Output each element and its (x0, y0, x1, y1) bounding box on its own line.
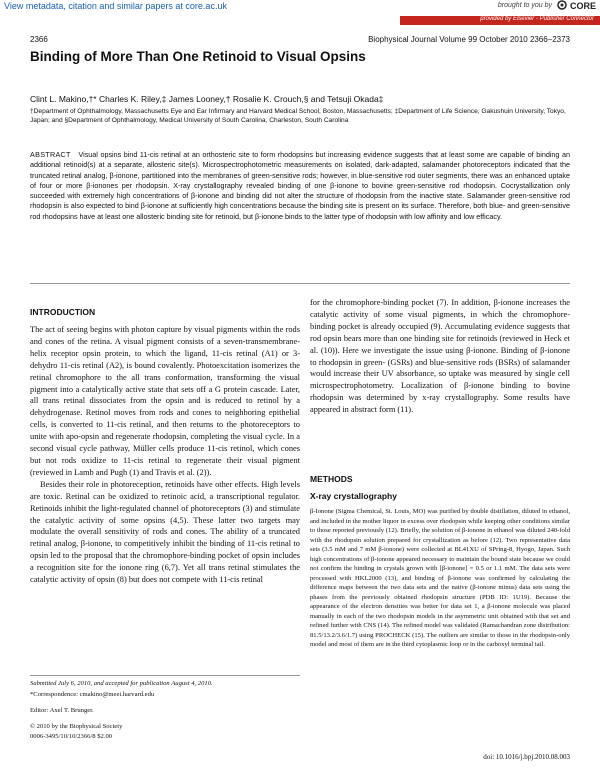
footnote-divider (30, 675, 300, 676)
methods-heading: METHODS (310, 474, 353, 484)
affiliations: †Department of Ophthalmology, Massachusetts Eye and Ear Infirmary and Harvard Medical School, Boston, Massachusetts; ‡Department of Life Science, Gakushuin University, Tokyo, Japan; and §Department of Ophthalmology, Medical University of South Carolina, Charleston, South Carolina (30, 108, 566, 124)
core-metadata-link[interactable]: View metadata, citation and similar papers at core.ac.uk (4, 1, 227, 11)
abstract-label: ABSTRACT (30, 150, 71, 159)
doi: doi: 10.1016/j.bpj.2010.08.003 (483, 753, 570, 761)
correspondence-note: *Correspondence: cmakino@meei.harvard.edu (30, 691, 155, 698)
abstract-divider (30, 283, 570, 284)
submitted-note: Submitted July 6, 2010, and accepted for publication August 4, 2010. (30, 680, 213, 687)
issn-note: 0006-3495/10/10/2366/8 $2.00 (30, 733, 113, 740)
intro-paragraph-1: The act of seeing begins with photon capture by visual pigments within the rods and cones of the retina. A visual pigment consists of a seven-transmembrane-helix receptor opsin protein, to which the ligand, 11-cis retinal (A1) or 3-dehydro 11-cis retinal (A2), is bound covalently. Photoexcitation isomerizes the retinal chromophore to the all trans conformation, transforming the visual pigment into a catalytically active state that sets off a G protein cascade. Later, all trans retinal dissociates from the opsin and is reduced to retinol by a dehydrogenase. Retinol moves from rods and cones to neighboring epithelial cells, is converted to 11-cis retinal, and then returns to the photoreceptors to unite with apo-opsin and regenerate rhodopsin, completing the visual cycle. In a second visual cycle pathway, Müller cells produce 11-cis retinol, which cones but not rods oxidize to 11-cis retinal to regenerate their visual pigment (reviewed in Lamb and Pugh (1) and Travis et al. (2)). (30, 325, 300, 477)
copyright-note: © 2010 by the Biophysical Society (30, 723, 123, 730)
provider-bar (400, 16, 600, 25)
methods-text: β-Ionone (Sigma Chemical, St. Louis, MO) was purified by double distillation, diluted in ethanol, and included in the mother liquor in excess over rhodopsin while keeping other conditions similar to those reported previously (12). Briefly, the solution of β-ionone in ethanol was diluted 240-fold with the rhodopsin solution prepared for crystallization as before (12). Two representative data sets (3.5 mM and 7 mM β-ionone) were collected at BL41XU of SPring-8, Hyogo, Japan. Such high concentrations of β-ionone appeared necessary to maintain the bound state because we could not confirm the binding in crystals grown with [β-ionone] = 0.5 or 1.1 mM. The data sets were processed with HKL2000 (13), and binding of β-ionone was confirmed by calculating the difference maps between the two data sets and the native (β-ionone minus) data sets using the phases from the previously obtained rhodopsin structure (PDB ID: 1U19). Because the appearance of the electron densities was better for data set 1, a β-ionone molecule was placed manually in each of the two rhodopsin models in the asymmetric unit obtained with that set and refined further with CNS (14). The refined model was validated (Ramachandran zone distribution: 81.5/13.2/3.6/1.7) using PROCHECK (15). The outliers are similar to those in the rhodopsin-only model and most of them are in the third cytoplasmic loop or in the carboxyl terminal tail. (310, 508, 570, 648)
intro-heading: INTRODUCTION (30, 307, 96, 317)
core-logo (557, 0, 596, 11)
right-column-intro (310, 297, 570, 416)
intro-paragraph-2: Besides their role in photoreception, retinoids have other effects. High levels are toxic. Retinal can be oxidized to retinoic acid, a transcriptional regulator. Retinoids inhibit the light-regulated channel of photoreceptors (3) and stimulate the catalytic activity of some opsins (4,5). These latter two targets may modulate the overall sensitivity of rods and cones. The ability of a truncated retinal analog, β-ionone, to competitively inhibit the binding of 11-cis retinal to opsin led to the proposal that the chromophore-binding pocket of opsin includes a recognition site for the ionone ring (6,7). Yet all trans retinal stimulates the catalytic activity of opsin (8) but does not compete with 11-cis retinal (30, 479, 300, 585)
abstract-text: Visual opsins bind 11-cis retinal at an orthosteric site to form rhodopsins but increasing evidence suggests that at least some are capable of binding an additional retinoid(s) at a separate, allosteric site(s). Microspectrophotometric measurements on isolated, dark-adapted, salamander photoreceptors indicated that the truncated retinal analog, β-ionone, partitioned into the membranes of green-sensitive rods; however, in blue-sensitive rod outer segments, there was an enhanced uptake of four or more β-ionones per rhodopsin. X-ray crystallography revealed binding of one β-ionone to bovine green-sensitive rod rhodopsin. Cocrystallization only succeeded with extremely high concentrations of β-ionone and binding did not alter the structure of rhodopsin from the inactive state. Salamander green-sensitive rod rhodopsin is also expected to bind β-ionone at sufficiently high concentrations because the binding site is present on its surface. Therefore, both blue- and green-sensitive rod rhodopsins have at least one allosteric binding site for retinoid, but β-ionone binds to the latter type of rhodopsin with low affinity and low efficacy. (30, 150, 570, 221)
author-list: Clint L. Makino,†* Charles K. Riley,‡ James Looney,† Rosalie K. Crouch,§ and Tetsuji Okada‡ (30, 94, 384, 104)
abstract (30, 150, 570, 222)
core-icon (557, 0, 567, 10)
journal-citation: Biophysical Journal Volume 99 October 2010 2366–2373 (368, 35, 570, 44)
page-number: 2366 (30, 35, 48, 44)
top-banner (0, 0, 600, 14)
xray-heading: X-ray crystallography (310, 491, 397, 501)
intro-paragraph-3: for the chromophore-binding pocket (7). In addition, β-ionone increases the catalytic activity of some visual pigments, in which the chromophore-binding pocket is already occupied (9). Accumulating evidence suggests that rod opsin bears more than one binding site for retinoids (reviewed in Heck et al. (10)). Here we investigate the issue using β-ionone. Binding of β-ionone to rhodopsin in green- (GSRs) and blue-sensitive rods (BSRs) of salamander would increase their UV absorbance, so uptake was measured by single cell microspectrophotometry. Localization of β-ionone binding to bovine rhodopsin was determined by x-ray crystallography. Some results have appeared in abstract form (11). (310, 298, 570, 415)
core-label: CORE (569, 1, 596, 11)
article-title: Binding of More Than One Retinoid to Visual Opsins (30, 49, 366, 64)
brought-by-text: brought to you by (497, 2, 552, 9)
editor-note: Editor: Axel T. Brunger. (30, 707, 94, 714)
provider-text: provided by Elsevier - Publisher Connector (480, 16, 594, 22)
intro-column (30, 324, 300, 586)
